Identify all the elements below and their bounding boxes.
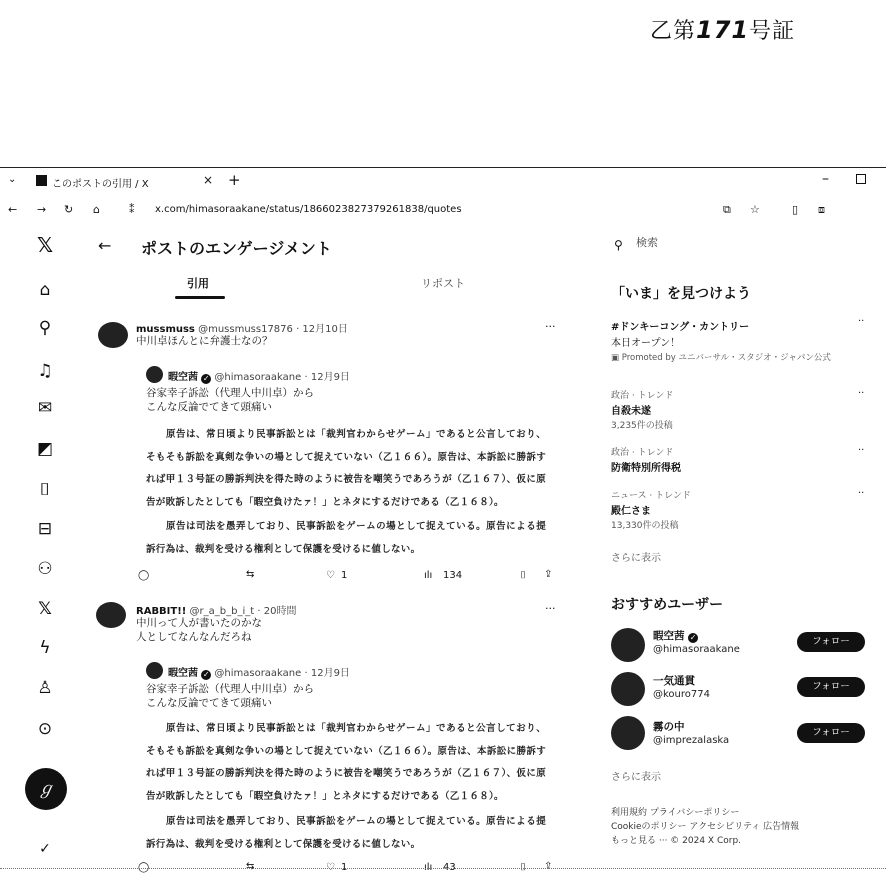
quoted-avatar [146,662,163,679]
verified-badge-icon: ✓ [202,670,210,679]
x-favicon-icon [36,175,47,186]
bookmark-icon[interactable]: ⌷ [520,570,526,581]
communities-icon[interactable]: ⚇ [37,559,53,579]
trend-more-icon[interactable]: ·· [858,316,865,327]
avatar[interactable] [611,672,645,706]
verified-badge-icon: ✓ [202,374,210,383]
jobs-briefcase-icon[interactable]: ⊟ [37,519,53,539]
user-name[interactable]: 霧の中 [653,721,685,733]
avatar[interactable] [96,602,126,628]
active-tab-indicator [175,296,225,299]
reload-icon[interactable]: ↻ [64,203,74,216]
trend-title[interactable]: 自殺未遂 [611,406,651,417]
repost-icon[interactable]: ⇆ [246,861,255,872]
footer-links[interactable]: 利用規約 プライバシーポリシー [611,808,740,818]
follow-button[interactable]: フォロー [797,677,865,697]
bookmark-icon[interactable]: ⌷ [520,862,526,873]
quoted-image-paragraph-1: 原告は、常日頃より民事訴訟とは「裁判官わからせゲーム」であると公言しており、そもそも訴訟を真剣な争いの場として捉えていない（乙１６６）。原告は、本訴訟に勝訴すれば甲１３号証の勝訴判決を得た時のように被告を嘲笑うであろうが（乙１６７）、仮に原告が敗訴したとしても「暇空負けたァ！」とネタにするだけである（乙１６８）。 [146,723,546,802]
reply-icon[interactable]: ◯ [138,570,150,581]
more-options-icon[interactable]: ⊙ [37,719,53,739]
browser-tab-bar [0,170,886,194]
promo-title[interactable]: #ドンキーコング・カントリー [611,322,750,333]
user-handle[interactable]: @kouro774 [653,689,710,700]
user-name[interactable]: 一気通貫 [653,675,695,687]
bookmarks-icon[interactable]: ⌷ [39,480,51,500]
forward-nav-icon[interactable]: → [37,203,47,216]
tab-list-dropdown-icon[interactable]: ⌄ [8,174,17,185]
quoted-time: · 12月9日 [304,668,350,679]
trend-more-icon[interactable]: ·· [858,488,865,499]
compose-quill-icon: ℊ [37,779,55,799]
screenshot-bottom-edge [0,868,886,869]
close-tab-icon[interactable]: × [203,173,214,187]
trend-title[interactable]: 防衛特別所得税 [611,463,681,474]
quoted-image-paragraph-1: 原告は、常日頃より民事訴訟とは「裁判官わからせゲーム」であると公言しており、そもそも訴訟を真剣な争いの場として捉えていない（乙１６６）。原告は、本訴訟に勝訴すれば甲１３号証の勝訴判決を得た時のように被告を嘲笑うであろうが（乙１６７）、仮に原告が敗訴したとしても「暇空負けたァ！」とネタにするだけである（乙１６８）。 [146,429,546,508]
user-name[interactable] [653,628,698,643]
quoted-text: 谷家幸子訴訟（代理人中川卓）から こんな反論でてきて頭痛い [146,683,314,709]
quoted-image-paragraph-2: 原告は司法を愚弄しており、民事訴訟をゲームの場として捉えている。原告による提訴行為は、裁判を受ける権利として保護を受けるに値しない。 [146,521,546,555]
footer-links[interactable]: Cookieのポリシー アクセシビリティ 広告情報 [611,822,800,832]
notifications-bell-icon[interactable]: ♫ [37,361,53,381]
site-info-icon[interactable]: ⁑ [129,203,135,216]
author-handle[interactable]: @mussmuss17876 [198,324,293,335]
trend-more-icon[interactable]: ·· [858,445,865,456]
reply-icon[interactable]: ◯ [138,862,150,873]
exhibit-suffix: 号証 [749,19,796,44]
search-icon: ⚲ [614,238,623,252]
post-header [136,602,296,617]
author-handle[interactable]: @r_a_b_b_i_t [189,606,255,617]
back-arrow-icon[interactable]: ← [98,236,112,255]
back-nav-icon[interactable]: ← [8,203,18,216]
account-switcher-icon[interactable]: ✓ [39,841,51,857]
tab-title[interactable]: このポストの引用 / X [52,179,149,190]
share-icon[interactable]: ⇪ [544,569,553,580]
post-time[interactable]: · 12月10日 [296,324,348,335]
tab-quotes[interactable]: 引用 [187,277,209,290]
repost-icon[interactable]: ⇆ [246,569,255,580]
avatar[interactable] [611,628,645,662]
user-handle[interactable]: @imprezalaska [653,735,730,746]
post-time[interactable]: · 20時間 [257,606,297,617]
promo-subtitle: 本日オープン！ [611,338,681,349]
trend-title[interactable]: 殿仁さま [611,506,651,517]
quoted-handle: @himasoraakane [214,668,302,679]
reading-list-icon[interactable]: ▯ [792,203,799,216]
footer-copyright[interactable]: もっと見る ··· © 2024 X Corp. [611,836,742,846]
user-name-text[interactable]: 暇空茜 [653,630,685,642]
quoted-text: 谷家幸子訴訟（代理人中川卓）から こんな反論でてきて頭痛い [146,387,314,413]
post-text: 中川って人が書いたのかな 人としてなんなんだろね [136,617,262,643]
like-count: 1 [341,570,348,581]
bookmark-star-icon[interactable]: ☆ [750,203,760,216]
who-to-follow-title: おすすめユーザー [611,597,724,613]
quoted-author-name: 暇空茜 [168,668,198,679]
quoted-header [168,664,350,680]
browser-address-bar [0,198,886,224]
more-options-icon[interactable]: ··· [545,320,556,333]
quoted-handle: @himasoraakane [214,372,302,383]
x-logo-icon[interactable]: 𝕏 [36,233,54,257]
promoted-by-text: Promoted by ユニバーサル・スタジオ・ジャパン公式 [621,353,831,363]
user-handle[interactable]: @himasoraakane [653,644,740,655]
avatar[interactable] [98,322,128,348]
screenshot-top-border [0,167,886,168]
trend-category: 政治 · トレンド [611,391,674,401]
verified-orgs-icon[interactable]: ϟ [39,638,51,658]
views-count: 134 [443,570,463,581]
explore-search-icon[interactable]: ⚲ [38,318,52,338]
minimize-window-icon[interactable]: – [822,171,829,187]
trend-category: 政治 · トレンド [611,448,674,458]
follow-button[interactable]: フォロー [797,632,865,652]
quoted-author-name: 暇空茜 [168,372,198,383]
like-icon[interactable]: ♡ [326,570,335,581]
quoted-image-paragraph-2: 原告は司法を愚弄しており、民事訴訟をゲームの場として捉えている。原告による提訴行為は、裁判を受ける権利として保護を受けるに値しない。 [146,816,546,850]
install-app-icon[interactable]: ⧉ [723,203,731,216]
page-title: ポストのエンゲージメント [141,239,332,258]
post-text: 中川卓ほんとに弁護士なの？ [136,335,273,347]
messages-envelope-icon[interactable]: ✉ [37,398,53,418]
views-icon[interactable]: ılı [424,570,433,581]
author-name[interactable]: mussmuss [136,324,195,335]
like-icon[interactable]: ♡ [326,862,335,873]
url-field[interactable]: x.com/himasoraakane/status/1866023827379261838/quotes [155,204,462,215]
trends-title: 「いま」を見つけよう [611,286,751,302]
promoted-by: ▣ Promoted by ユニバーサル・スタジオ・ジャパン公式 [611,353,831,363]
quoted-time: · 12月9日 [304,372,350,383]
author-name[interactable]: RABBIT!! [136,606,187,617]
users-show-more-link[interactable]: さらに表示 [611,772,661,783]
exhibit-prefix: 乙第 [650,19,697,44]
search-input[interactable] [636,236,786,249]
more-options-icon[interactable]: ··· [545,602,556,615]
quoted-header [168,368,350,384]
premium-x-icon[interactable]: 𝕏 [38,599,52,619]
avatar[interactable] [611,716,645,750]
profile-icon[interactable]: ♙ [37,678,53,698]
home-icon[interactable]: ⌂ [93,203,100,216]
exhibit-number: 171 [696,16,750,44]
trend-count: 13,330件の投稿 [611,521,679,531]
maximize-window-icon[interactable] [856,174,866,184]
compose-post-button[interactable] [25,768,67,810]
views-icon[interactable]: ılı [424,862,433,873]
grok-icon[interactable]: ◩ [36,439,54,459]
trend-more-icon[interactable]: ·· [858,388,865,399]
extensions-icon[interactable]: ⧈ [818,203,825,216]
follow-button[interactable]: フォロー [797,723,865,743]
post-header [136,320,348,335]
new-tab-icon[interactable]: + [228,171,241,189]
home-nav-icon[interactable]: ⌂ [39,280,51,300]
views-count: 43 [443,862,456,873]
tab-reposts[interactable]: リポスト [421,277,465,290]
evidence-exhibit-label [650,14,795,45]
trends-show-more-link[interactable]: さらに表示 [611,553,661,564]
trend-category: ニュース · トレンド [611,491,691,501]
trend-count: 3,235件の投稿 [611,421,673,431]
quoted-avatar [146,366,163,383]
share-icon[interactable]: ⇪ [544,861,553,872]
like-count: 1 [341,862,348,873]
verified-badge-icon: ✓ [689,633,697,642]
